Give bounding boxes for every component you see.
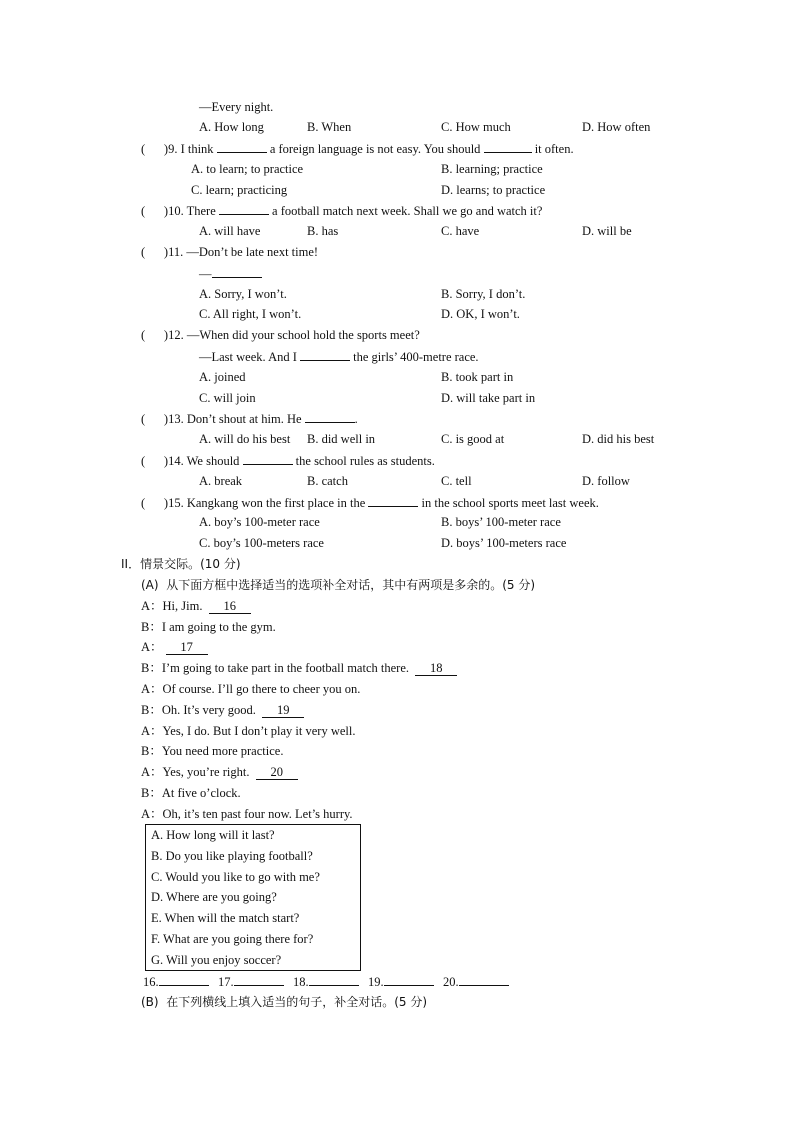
answer-blank[interactable] [384,973,434,986]
question-number: 14. [168,454,184,468]
dialogue-line: B：At five o’clock. [141,786,241,800]
q15-option-a: A. boy’s 100-meter race [199,515,320,529]
q11-option-a: A. Sorry, I won’t. [199,287,287,301]
q8-option-b: B. When [307,120,352,134]
q8-option-c: C. How much [441,120,511,134]
q15-option-b: B. boys’ 100-meter race [441,515,561,529]
question-number: 11. [168,245,184,259]
question-number: 13. [168,412,184,426]
answer-blank[interactable] [459,973,509,986]
q8-option-d: D. How often [582,120,651,134]
q10-option-b: B. has [307,224,339,238]
q13-option-c: C. is good at [441,432,505,446]
answer-blank[interactable] [212,265,262,278]
answer-paren[interactable]: ( ) [141,412,169,426]
q10-option-c: C. have [441,224,480,238]
answer-paren[interactable]: ( ) [141,496,169,510]
dialogue-speaker: A： [141,765,163,779]
q14-option-b: B. catch [307,474,348,488]
answer-paren[interactable]: ( ) [141,142,169,156]
q12-stem: ( )12. —When did your school hold the sports meet? [141,328,420,342]
dialogue-speaker: A： [141,599,163,613]
choice-option-g: G. Will you enjoy soccer? [151,953,282,967]
question-number: 15. [168,496,184,510]
answer-blank-18[interactable]: 18 [415,661,457,676]
q10-option-a: A. will have [199,224,261,238]
q14-option-d: D. follow [582,474,630,488]
answer-paren[interactable]: ( ) [141,328,169,342]
dialogue-speaker: A： [141,682,163,696]
q8-answer-line: —Every night. [199,100,274,114]
q10-option-d: D. will be [582,224,632,238]
answer-blank[interactable] [305,410,355,423]
q15-option-c: C. boy’s 100-meters race [199,536,324,550]
q13-option-a: A. will do his best [199,432,291,446]
dialogue-line: B：I am going to the gym. [141,620,276,634]
dialogue-line: A：Yes, I do. But I don’t play it very well. [141,724,356,738]
q13-stem: ( )13. Don’t shout at him. He . [141,412,358,426]
q11-option-c: C. All right, I won’t. [199,307,302,321]
question-number: 9. [168,142,178,156]
dialogue-speaker: B： [141,786,162,800]
q9-option-b: B. learning; practice [441,162,543,176]
answer-blank-16[interactable]: 16 [209,599,251,614]
q14-option-c: C. tell [441,474,472,488]
choice-option-b: B. Do you like playing football? [151,849,313,863]
q11-stem: ( )11. —Don’t be late next time! [141,245,319,259]
q11-option-b: B. Sorry, I don’t. [441,287,526,301]
q15-stem: ( )15. Kangkang won the first place in the in the school sports meet last week. [141,496,599,510]
q9-stem: ( )9. I think a foreign language is not easy. You should it often. [141,142,574,156]
part-a-instruction: (A) 从下面方框中选择适当的选项补全对话，其中有两项是多余的。(5 分) [141,578,536,592]
q14-stem: ( )14. We should the school rules as students. [141,454,435,468]
q13-option-d: D. did his best [582,432,655,446]
q12-option-b: B. took part in [441,370,514,384]
answer-blank-19[interactable]: 19 [262,703,304,718]
q8-option-a: A. How long [199,120,264,134]
answer-blank[interactable] [484,140,532,153]
q12-response-line: —Last week. And I the girls’ 400-metre race. [199,350,479,364]
q9-option-a: A. to learn; to practice [191,162,304,176]
dialogue-line: A：Of course. I’ll go there to cheer you on. [141,682,361,696]
answer-paren[interactable]: ( ) [141,204,169,218]
answer-blank[interactable] [309,973,359,986]
choice-option-e: E. When will the match start? [151,911,300,925]
q13-option-b: B. did well in [307,432,376,446]
dialogue-line: B：You need more practice. [141,744,284,758]
dialogue-speaker: B： [141,703,162,717]
answer-blank[interactable] [368,494,418,507]
choice-option-f: F. What are you going there for? [151,932,314,946]
choice-option-c: C. Would you like to go with me? [151,870,320,884]
dialogue-speaker: B： [141,744,162,758]
question-number: 12. [168,328,184,342]
q12-option-c: C. will join [199,391,256,405]
q12-option-d: D. will take part in [441,391,536,405]
answer-blank[interactable] [243,452,293,465]
q15-option-d: D. boys’ 100-meters race [441,536,567,550]
answer-paren[interactable]: ( ) [141,454,169,468]
dialogue-line: B：Oh. It’s very good. 19 [141,702,304,718]
q12-option-a: A. joined [199,370,246,384]
answer-blank[interactable] [300,348,350,361]
dialogue-line: A：Hi, Jim. 16 [141,598,251,614]
dialogue-speaker: B： [141,620,162,634]
answer-paren[interactable]: ( ) [141,245,169,259]
question-number: 10. [168,204,184,218]
q11-option-d: D. OK, I won’t. [441,307,520,321]
q10-stem: ( )10. There a football match next week. Shall we go and watch it? [141,204,543,218]
dialogue-line: A：Yes, you’re right. 20 [141,764,298,780]
dialogue-line: B：I’m going to take part in the football match there. 18 [141,660,457,676]
answer-blank[interactable] [217,140,267,153]
dialogue-speaker: A： [141,724,163,738]
q14-option-a: A. break [199,474,243,488]
dialogue-speaker: A： [141,807,163,821]
q9-option-c: C. learn; practicing [191,183,288,197]
dialogue-line: A：Oh, it’s ten past four now. Let’s hurry. [141,807,353,821]
choice-option-a: A. How long will it last? [151,828,275,842]
q9-option-d: D. learns; to practice [441,183,546,197]
answer-blank-20[interactable]: 20 [256,765,298,780]
part-b-instruction: (B) 在下列横线上填入适当的句子，补全对话。(5 分) [141,995,428,1009]
dialogue-line [141,639,208,655]
answer-blank[interactable] [234,973,284,986]
q11-response-line: — [199,265,262,282]
dialogue-speaker: A： [141,640,163,654]
answer-blank[interactable] [159,973,209,986]
dialogue-speaker: B： [141,661,162,675]
answer-blank-17[interactable]: 17 [166,640,208,655]
choice-option-d: D. Where are you going? [151,890,277,904]
answer-blank[interactable] [219,202,269,215]
section-ii-title: II．情景交际。(10 分) [121,557,241,571]
answer-line: 16. 17. 18. 19. 20. [143,973,509,990]
